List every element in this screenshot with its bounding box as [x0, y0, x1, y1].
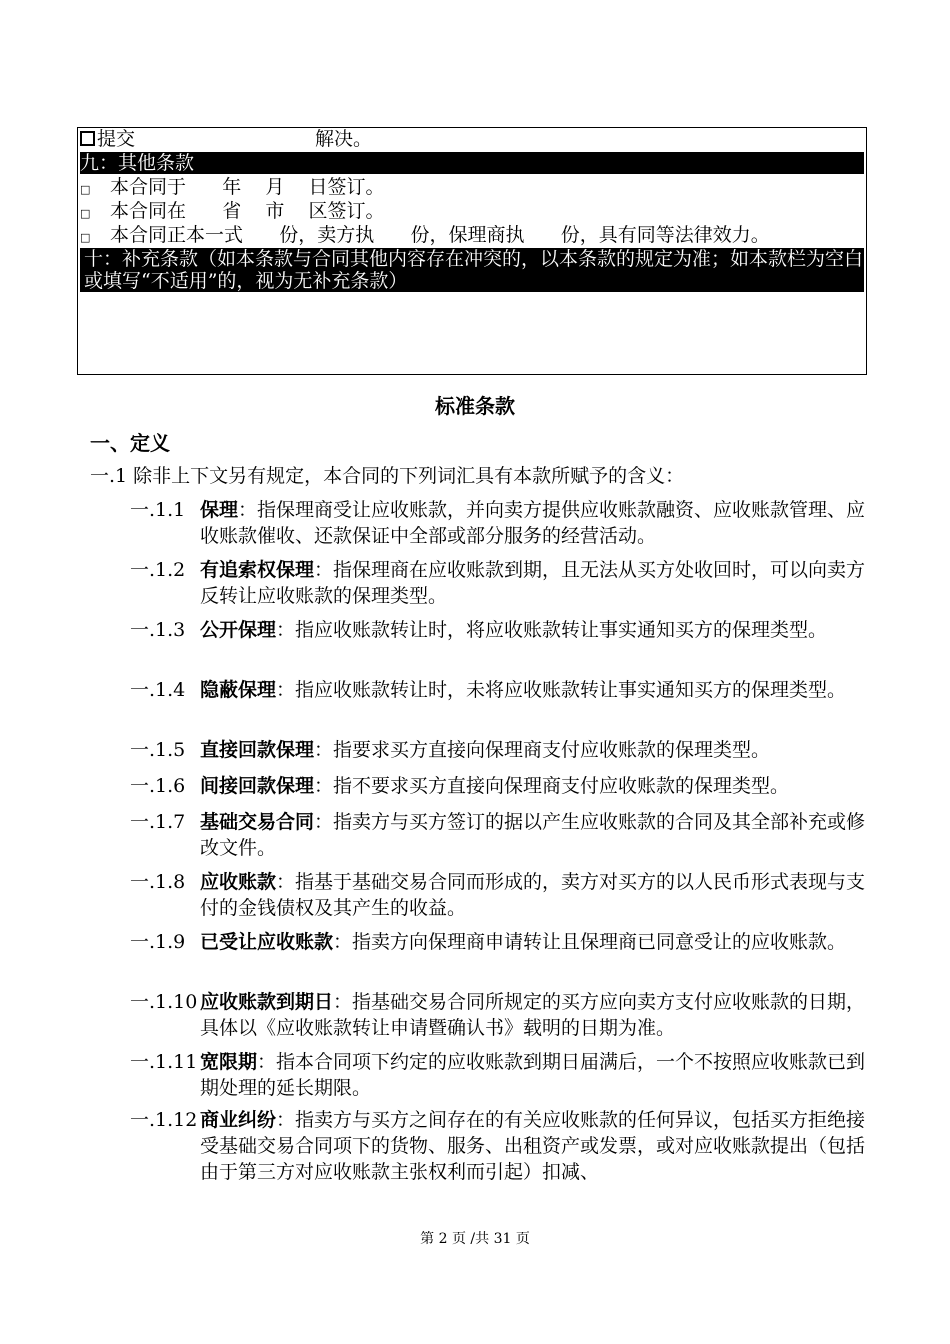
item-text: 本合同在 省 市 区签订。	[110, 200, 385, 222]
definition-number: 一.1.11	[130, 1051, 198, 1073]
definition-term: 有追索权保理	[200, 559, 315, 581]
definition-body: ：指基础交易合同所规定的买方应向卖方支付应收账款的日期，具体以《应收账款转让申请暨确认书》载明的日期为准。	[200, 991, 866, 1039]
section10-header	[80, 248, 864, 292]
definition-number: 一.1.1	[130, 499, 186, 521]
definition-number: 一.1.2	[130, 559, 186, 581]
definition-item	[130, 869, 870, 921]
definition-text	[200, 617, 870, 643]
definition-number: 一.1.12	[130, 1109, 198, 1131]
definition-text	[200, 557, 870, 609]
definition-term: 商业纠纷	[200, 1109, 277, 1131]
definition-number: 一.1.7	[130, 811, 186, 833]
definition-body: ：指基于基础交易合同而形成的，卖方对买方的以人民币形式表现与支付的金钱债权及其产生的收益。	[200, 871, 866, 919]
definition-number: 一.1.4	[130, 679, 186, 701]
page-footer: 第 2 页 /共 31 页	[420, 1231, 530, 1247]
definition-term: 隐蔽保理	[200, 679, 277, 701]
definition-text	[200, 869, 870, 921]
definition-body: ：指应收账款转让时，将应收账款转让事实通知买方的保理类型。	[276, 619, 828, 641]
definition-body: ：指保理商受让应收账款，并向卖方提供应收账款融资、应收账款管理、应收账款催收、还款保证中全部或部分服务的经营活动。	[200, 499, 866, 547]
definition-body: ：指保理商在应收账款到期，且无法从买方处收回时，可以向卖方反转让应收账款的保理类型。	[200, 559, 866, 607]
definition-body: ：指卖方与买方签订的据以产生应收账款的合同及其全部补充或修改文件。	[200, 811, 866, 859]
definition-text	[200, 929, 870, 955]
other-item-1	[80, 176, 864, 201]
intro-paragraph: 一.1 除非上下文另有规定，本合同的下列词汇具有本款所赋予的含义：	[90, 465, 685, 487]
definition-item	[130, 929, 870, 955]
definition-number: 一.1.10	[130, 991, 198, 1013]
definition-text	[200, 1049, 870, 1101]
item-text: 本合同正本一式 份，卖方执 份，保理商执 份，具有同等法律效力。	[110, 224, 770, 246]
definition-term: 间接回款保理	[200, 775, 315, 797]
definition-term: 已受让应收账款	[200, 931, 334, 953]
other-item-3	[80, 224, 864, 249]
definition-term: 保理	[200, 499, 239, 521]
definition-term: 基础交易合同	[200, 811, 315, 833]
definition-text	[200, 1107, 870, 1185]
definition-item	[130, 557, 870, 609]
definition-term: 直接回款保理	[200, 739, 315, 761]
definition-item	[130, 1049, 870, 1101]
definition-term: 公开保理	[200, 619, 277, 641]
definition-number: 一.1.8	[130, 871, 186, 893]
definition-body: ：指不要求买方直接向保理商支付应收账款的保理类型。	[314, 775, 790, 797]
definition-text	[200, 497, 870, 549]
definition-body: ：指卖方向保理商申请转让且保理商已同意受让的应收账款。	[333, 931, 847, 953]
definition-item	[130, 497, 870, 549]
definition-item	[130, 677, 870, 703]
bullet-icon: □	[80, 207, 91, 220]
definition-text	[200, 773, 870, 799]
definition-term: 应收账款	[200, 871, 277, 893]
definition-text	[200, 809, 870, 861]
contract-table	[77, 127, 867, 375]
definition-item	[130, 773, 870, 799]
section9-header	[80, 152, 864, 174]
definition-text	[200, 989, 870, 1041]
bullet-icon: □	[80, 183, 91, 196]
section10-title: 十：补充条款（如本条款与合同其他内容存在冲突的，以本条款的规定为准；如本款栏为空白或填写“不适用”的，视为无补充条款）	[84, 248, 864, 292]
definition-item	[130, 809, 870, 861]
definition-number: 一.1.5	[130, 739, 186, 761]
submit-suffix: 解决。	[315, 128, 373, 150]
definition-text	[200, 737, 870, 763]
definition-item	[130, 1107, 870, 1185]
submit-prefix: 提交	[97, 128, 136, 150]
submit-row	[80, 128, 864, 150]
definition-body: ：指要求买方直接向保理商支付应收账款的保理类型。	[314, 739, 771, 761]
checkbox-icon[interactable]	[80, 131, 95, 146]
other-item-2	[80, 200, 864, 225]
definition-term: 应收账款到期日	[200, 991, 334, 1013]
bullet-icon: □	[80, 231, 91, 244]
definition-term: 宽限期	[200, 1051, 258, 1073]
definition-body: ：指本合同项下约定的应收账款到期日届满后，一个不按照应收账款已到期处理的延长期限。	[200, 1051, 866, 1099]
definition-item	[130, 989, 870, 1041]
item-text: 本合同于 年 月 日签订。	[110, 176, 385, 198]
definition-text	[200, 677, 870, 703]
definition-item	[130, 617, 870, 643]
definition-item	[130, 737, 870, 763]
section-heading: 一、定义	[90, 431, 170, 455]
definition-number: 一.1.3	[130, 619, 186, 641]
definition-number: 一.1.6	[130, 775, 186, 797]
doc-title: 标准条款	[435, 394, 515, 418]
definition-number: 一.1.9	[130, 931, 186, 953]
section9-title: 九：其他条款	[80, 152, 195, 174]
definition-body: ：指卖方与买方之间存在的有关应收账款的任何异议，包括买方拒绝接受基础交易合同项下的货物、服务、出租资产或发票，或对应收账款提出（包括由于第三方对应收账款主张权利而引起）扣减、	[200, 1109, 866, 1183]
definition-body: ：指应收账款转让时，未将应收账款转让事实通知买方的保理类型。	[276, 679, 847, 701]
